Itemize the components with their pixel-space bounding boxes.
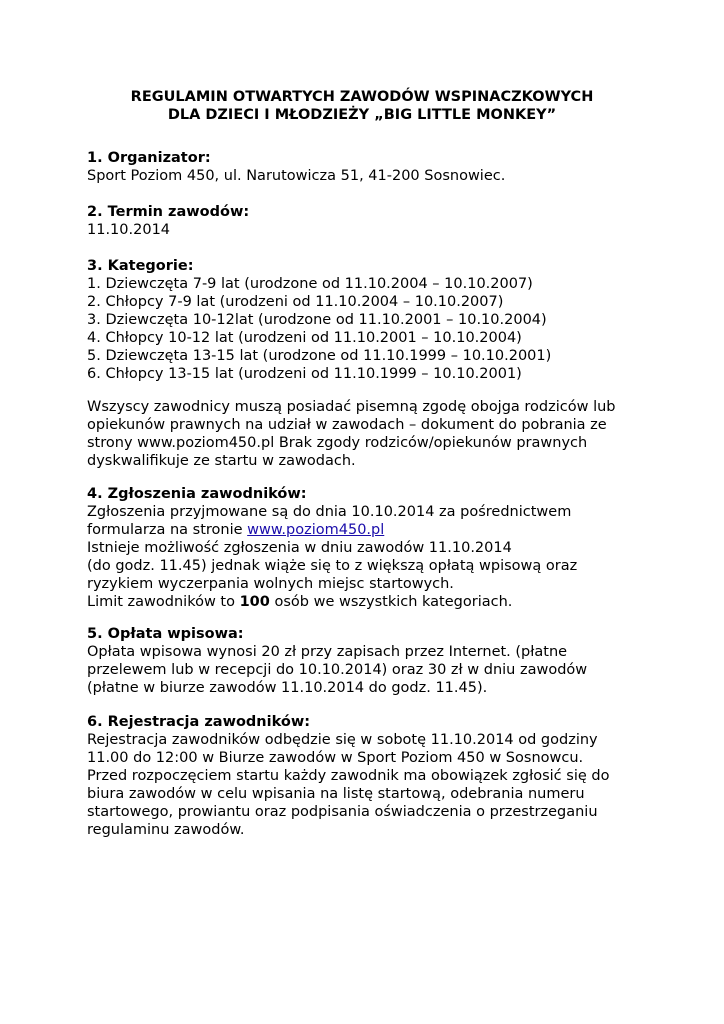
parental-consent-note [87, 398, 647, 470]
section-organizator [87, 149, 647, 185]
note-line: Wszyscy zawodnicy muszą posiadać pisemną zgodę obojga rodziców lub [87, 399, 616, 415]
section-zgloszenia [87, 485, 647, 611]
zgloszenia-line-prefix: formularza na stronie [87, 522, 248, 538]
note-line: strony www.poziom450.pl Brak zgody rodziców/opiekunów prawnych [87, 435, 588, 451]
rejestracja-line: regulaminu zawodów. [87, 822, 245, 838]
section-oplata [87, 625, 647, 697]
rejestracja-line: 11.00 do 12:00 w Biurze zawodów w Sport Poziom 450 w Sosnowcu. [87, 750, 584, 766]
zgloszenia-line [87, 521, 647, 539]
category-item: 1. Dziewczęta 7-9 lat (urodzone od 11.10.2004 – 10.10.2007) [87, 276, 533, 292]
oplata-line: Opłata wpisowa wynosi 20 zł przy zapisach przez Internet. (płatne [87, 644, 568, 660]
limit-suffix: osób we wszystkich kategoriach. [269, 594, 513, 610]
termin-date: 11.10.2014 [87, 222, 171, 238]
section-heading: 6. Rejestracja zawodników: [87, 714, 311, 730]
section-heading: 1. Organizator: [87, 150, 211, 166]
zgloszenia-line: ryzykiem wyczerpania wolnych miejsc startowych. [87, 576, 454, 592]
section-rejestracja [87, 713, 647, 839]
category-item: 6. Chłopcy 13-15 lat (urodzeni od 11.10.1999 – 10.10.2001) [87, 366, 522, 382]
rejestracja-line: startowego, prowiantu oraz podpisania oświadczenia o przestrzeganiu [87, 804, 598, 820]
note-line: opiekunów prawnych na udział w zawodach – dokument do pobrania ze [87, 417, 607, 433]
zgloszenia-line: Istnieje możliwość zgłoszenia w dniu zawodów 11.10.2014 [87, 540, 512, 556]
oplata-line: przelewem lub w recepcji do 10.10.2014) oraz 30 zł w dniu zawodów [87, 662, 588, 678]
category-item: 2. Chłopcy 7-9 lat (urodzeni od 11.10.2004 – 10.10.2007) [87, 294, 504, 310]
note-line: dyskwalifikuje ze startu w zawodach. [87, 453, 356, 469]
limit-prefix: Limit zawodników to [87, 594, 240, 610]
zgloszenia-line: (do godz. 11.45) jednak wiąże się to z większą opłatą wpisową oraz [87, 558, 578, 574]
section-heading: 3. Kategorie: [87, 258, 194, 274]
organizator-address: Sport Poziom 450, ul. Narutowicza 51, 41-200 Sosnowiec. [87, 168, 506, 184]
poziom450-link[interactable]: www.poziom450.pl [247, 522, 385, 538]
section-heading: 2. Termin zawodów: [87, 204, 250, 220]
participant-limit [87, 593, 647, 611]
document-title-line-1: REGULAMIN OTWARTYCH ZAWODÓW WSPINACZKOWYCH [130, 89, 594, 105]
document-title-line-2: DLA DZIECI I MŁODZIEŻY „BIG LITTLE MONKEY” [167, 107, 557, 123]
category-item: 4. Chłopcy 10-12 lat (urodzeni od 11.10.2001 – 10.10.2004) [87, 330, 522, 346]
zgloszenia-line: Zgłoszenia przyjmowane są do dnia 10.10.2014 za pośrednictwem [87, 504, 572, 520]
category-item: 5. Dziewczęta 13-15 lat (urodzone od 11.10.1999 – 10.10.2001) [87, 348, 552, 364]
oplata-line: (płatne w biurze zawodów 11.10.2014 do godz. 11.45). [87, 680, 488, 696]
category-item: 3. Dziewczęta 10-12lat (urodzone od 11.10.2001 – 10.10.2004) [87, 312, 547, 328]
section-kategorie [87, 257, 647, 383]
limit-value: 100 [239, 594, 270, 610]
rejestracja-line: biura zawodów w celu wpisania na listę startową, odebrania numeru [87, 786, 585, 802]
rejestracja-line: Rejestracja zawodników odbędzie się w sobotę 11.10.2014 od godziny [87, 732, 598, 748]
section-heading: 4. Zgłoszenia zawodników: [87, 486, 307, 502]
rejestracja-line: Przed rozpoczęciem startu każdy zawodnik ma obowiązek zgłosić się do [87, 768, 610, 784]
section-termin [87, 203, 647, 239]
section-heading: 5. Opłata wpisowa: [87, 626, 244, 642]
